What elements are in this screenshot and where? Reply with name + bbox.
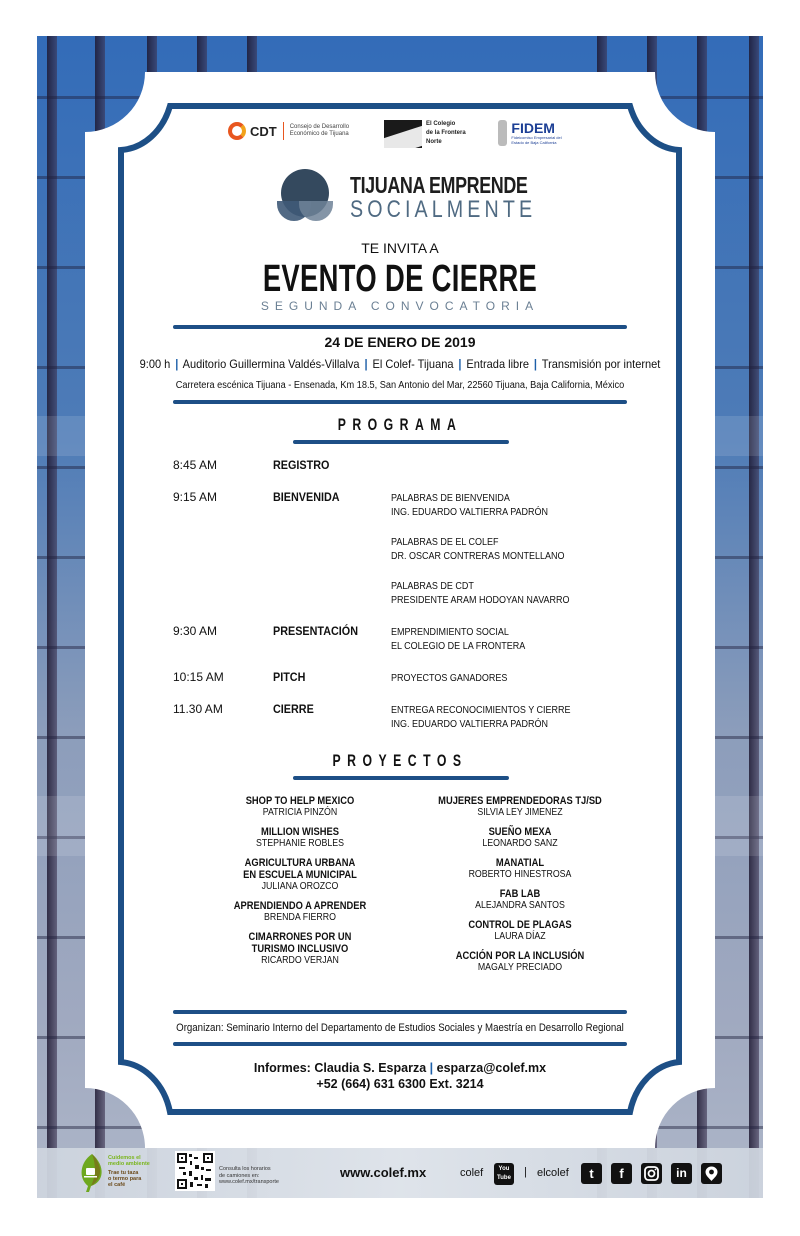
project-name: APRENDIENDO A APRENDER	[233, 900, 367, 912]
project-item	[190, 795, 410, 818]
qr-caption-link[interactable]: www.colef.mx/transporte	[219, 1179, 279, 1185]
youtube-icon[interactable]	[494, 1163, 514, 1185]
separator: |	[533, 357, 538, 371]
event-admission: Entrada libre	[466, 357, 530, 371]
project-name: FAB LAB	[499, 888, 541, 900]
projects-right-column	[410, 795, 630, 981]
project-item	[410, 919, 630, 942]
project-item	[190, 857, 410, 892]
project-name: SHOP TO HELP MEXICO	[245, 795, 355, 807]
colef-line2: de la Frontera	[426, 130, 466, 136]
eco-body	[108, 1170, 141, 1188]
event-details	[32, 357, 768, 371]
divider-organizers-bottom	[173, 1042, 627, 1046]
cdt-separator	[283, 122, 284, 140]
proyectos-underline	[293, 776, 509, 780]
project-name: EN ESCUELA MUNICIPAL	[243, 869, 357, 881]
program-desc	[391, 492, 548, 520]
eco-title-line: Cuidemos el	[108, 1155, 141, 1161]
colef-mountain-icon	[384, 120, 422, 148]
fidem-sub: Fideicomiso Empresarial del Estado de Baja California	[511, 135, 562, 145]
event-streaming: Transmisión por internet	[541, 357, 661, 371]
project-item	[190, 826, 410, 849]
youtube-icon-line: Tube	[497, 1175, 511, 1181]
qr-caption-line: de camiones en:	[219, 1172, 260, 1179]
project-name: MANATIAL	[495, 857, 545, 869]
eco-title	[108, 1155, 150, 1167]
program-category: PITCH	[273, 670, 306, 684]
project-person: SILVIA LEY JIMENEZ	[477, 807, 563, 818]
state-seal-icon	[498, 120, 507, 146]
twitter-icon[interactable]: t	[581, 1163, 602, 1184]
program-desc	[391, 626, 525, 654]
linkedin-icon[interactable]: in	[671, 1163, 692, 1184]
programa-heading: PROGRAMA	[337, 415, 463, 434]
desc-line: ING. EDUARDO VALTIERRA PADRÓN	[391, 507, 549, 518]
separator: |	[458, 357, 462, 371]
project-person: MAGALY PRECIADO	[477, 962, 563, 973]
project-item	[410, 950, 630, 973]
project-item	[410, 795, 630, 818]
desc-line: ENTREGA RECONOCIMIENTOS Y CIERRE	[391, 705, 571, 716]
project-name: AGRICULTURA URBANA	[244, 857, 356, 869]
desc-line: PRESIDENTE ARAM HODOYAN NAVARRO	[391, 595, 570, 606]
website-link[interactable]: www.colef.mx	[340, 1165, 427, 1180]
invite-text: TE INVITA A	[361, 240, 439, 256]
desc-line: PALABRAS DE CDT	[391, 581, 474, 592]
cdt-line2: Económico de Tijuana	[289, 131, 349, 137]
desc-line: PALABRAS DE BIENVENIDA	[391, 493, 510, 504]
colef-logo	[384, 120, 466, 148]
partner-logos	[228, 120, 568, 152]
youtube-handle[interactable]: colef	[460, 1167, 484, 1179]
colef-line1: El Colegio	[426, 121, 456, 127]
brand-logo	[277, 169, 537, 225]
project-item	[190, 931, 410, 966]
project-name: MUJERES EMPRENDEDORAS TJ/SD	[438, 795, 602, 807]
proyectos-heading: PROYECTOS	[332, 751, 468, 770]
programa-underline	[293, 440, 509, 444]
periscope-icon[interactable]	[701, 1163, 722, 1184]
desc-line: EMPRENDIMIENTO SOCIAL	[391, 627, 509, 638]
divider-organizers-top	[173, 1010, 627, 1014]
project-person: PATRICIA PINZÓN	[262, 807, 338, 818]
project-person: LEONARDO SANZ	[482, 838, 558, 849]
program-category: CIERRE	[273, 702, 314, 716]
eco-leaf-cup-icon	[78, 1152, 106, 1192]
project-person: BRENDA FIERRO	[264, 912, 336, 923]
program-desc	[391, 672, 507, 686]
event-address: Carretera escénica Tijuana - Ensenada, Km 18.5, San Antonio del Mar, 22560 Tijuana, Baja California, México	[175, 380, 625, 391]
brand-line1: TIJUANA EMPRENDE	[350, 172, 528, 198]
event-subtitle: SEGUNDA CONVOCATORIA	[260, 299, 540, 313]
project-person: JULIANA OROZCO	[261, 881, 339, 892]
qr-caption-line: Consulta los horarios	[219, 1166, 271, 1172]
event-location: El Colef- Tijuana	[372, 357, 454, 371]
program-time: 9:30 AM	[173, 624, 218, 638]
fidem-name: FIDEM	[511, 120, 555, 136]
social-separator: |	[524, 1166, 527, 1178]
cdt-fullname	[290, 124, 349, 138]
project-person: RICARDO VERJAN	[261, 955, 339, 966]
project-name: ACCIÓN POR LA INCLUSIÓN	[455, 950, 585, 962]
contact-line	[0, 1061, 800, 1075]
eco-body-line: el café	[108, 1182, 126, 1188]
qr-caption	[219, 1166, 279, 1186]
desc-line: EL COLEGIO DE LA FRONTERA	[391, 641, 526, 652]
desc-line: ING. EDUARDO VALTIERRA PADRÓN	[391, 719, 549, 730]
contact-email-link[interactable]: esparza@colef.mx	[436, 1061, 547, 1075]
eco-title-line: medio ambiente	[108, 1161, 150, 1167]
program-desc	[391, 704, 571, 732]
contact-name: Informes: Claudia S. Esparza	[253, 1061, 427, 1075]
project-item	[410, 857, 630, 880]
project-item	[410, 826, 630, 849]
eco-body-line: Trae tu taza	[108, 1170, 139, 1176]
instagram-icon[interactable]	[641, 1163, 662, 1184]
event-venue: Auditorio Guillermina Valdés-Villalva	[182, 357, 360, 371]
desc-line: DR. OSCAR CONTRERAS MONTELLANO	[391, 551, 565, 562]
project-person: ALEJANDRA SANTOS	[475, 900, 565, 911]
program-time: 8:45 AM	[173, 458, 218, 472]
facebook-icon[interactable]: f	[611, 1163, 632, 1184]
program-desc	[391, 580, 570, 608]
separator: |	[364, 357, 368, 371]
event-time: 9:00 h	[139, 357, 171, 371]
project-person: STEPHANIE ROBLES	[255, 838, 345, 849]
contact-phone: +52 (664) 631 6300 Ext. 3214	[316, 1077, 484, 1091]
project-person: LAURA DÍAZ	[494, 931, 546, 942]
project-person: ROBERTO HINESTROSA	[468, 869, 572, 880]
program-category: REGISTRO	[273, 458, 330, 472]
eco-body-line: o termo para	[108, 1176, 142, 1182]
brand-bowl-right	[299, 201, 333, 221]
cdt-line1: Consejo de Desarrollo	[289, 124, 350, 130]
program-time: 9:15 AM	[173, 490, 218, 504]
fidem-logo	[498, 120, 568, 146]
social-handle[interactable]: elcolef	[537, 1167, 569, 1179]
event-date: 24 DE ENERO DE 2019	[324, 334, 476, 350]
separator: |	[175, 357, 179, 371]
project-name: MILLION WISHES	[261, 826, 339, 838]
brand-line2: SOCIALMENTE	[350, 196, 537, 223]
desc-line: PALABRAS DE EL COLEF	[391, 537, 499, 548]
projects-left-column	[190, 795, 410, 974]
colef-line3: Norte	[426, 139, 442, 145]
desc-line: PROYECTOS GANADORES	[391, 673, 508, 684]
program-time: 10:15 AM	[173, 670, 224, 684]
program-category: PRESENTACIÓN	[273, 624, 359, 638]
cdt-ring-icon	[228, 122, 246, 140]
program-time: 11.30 AM	[173, 702, 223, 716]
divider-address	[173, 400, 627, 404]
program-category: BIENVENIDA	[273, 490, 340, 504]
separator: |	[429, 1061, 434, 1075]
project-item	[410, 888, 630, 911]
program-desc	[391, 536, 565, 564]
project-item	[190, 900, 410, 923]
youtube-icon-line: You	[498, 1166, 510, 1172]
qr-code[interactable]	[175, 1151, 215, 1191]
organizers: Organizan: Seminario Interno del Departamento de Estudios Sociales y Maestría en Desarrollo Regional	[176, 1022, 624, 1034]
project-name: TURISMO INCLUSIVO	[251, 943, 349, 955]
project-name: CIMARRONES POR UN	[248, 931, 352, 943]
cdt-logo	[228, 122, 349, 140]
project-name: CONTROL DE PLAGAS	[468, 919, 572, 931]
project-name: SUEÑO MEXA	[488, 826, 552, 838]
event-title: EVENTO DE CIERRE	[262, 258, 538, 300]
cdt-acronym: CDT	[250, 123, 277, 139]
divider-top	[173, 325, 627, 329]
